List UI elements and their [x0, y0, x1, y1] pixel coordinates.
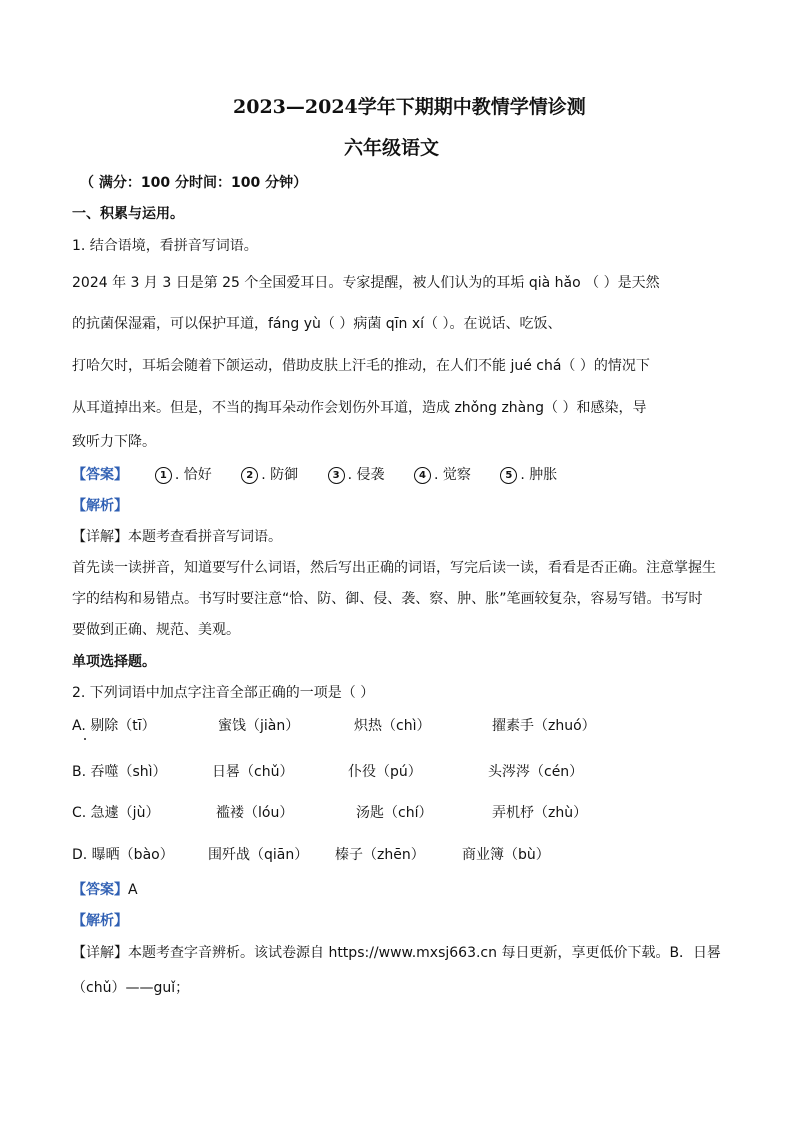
exam-subtitle: 六年级语文	[344, 137, 440, 159]
question-1-stem: 1. 结合语境，看拼音写词语。	[72, 238, 258, 254]
exam-meta: （ 满分：100 分时间：100 分钟）	[80, 175, 308, 191]
option-a-item: A. 剔除（tī）	[72, 718, 156, 734]
option-b-item: 仆役（pú）	[348, 764, 422, 780]
explanation-line: 首先读一读拼音，知道要写什么词语，然后写出正确的词语，写完后读一读，看看是否正确。注意掌握生	[72, 560, 716, 576]
passage-line: 打哈欠时，耳垢会随着下颌运动，借助皮肤上汗毛的推动，在人们不能 jué chá（ ）的情况下	[72, 358, 650, 374]
answer-row-2	[72, 879, 138, 899]
answer-value: A	[128, 882, 138, 898]
detail-line	[72, 526, 282, 546]
passage-line: 致听力下降。	[72, 434, 156, 450]
analysis-label: 【解析】	[72, 498, 128, 514]
detail-text: 本题考查看拼音写词语。	[128, 529, 282, 545]
emphasis-dot	[84, 738, 86, 740]
answer-label: 【答案】	[72, 467, 128, 483]
option-a-item: 炽热（chì）	[354, 718, 431, 734]
option-d-item: 榛子（zhēn）	[335, 847, 425, 863]
option-d-item: D. 曝晒（bào）	[72, 847, 174, 863]
option-d-item: 围歼战（qiān）	[208, 847, 309, 863]
detail-label: 【详解】	[72, 529, 128, 545]
detail-continuation: （chǔ）——guǐ；	[72, 980, 190, 996]
answer-item: 2 . 防御	[241, 464, 298, 484]
answer-item: 4 . 觉察	[414, 464, 471, 484]
exam-title: 2023—2024学年下期期中教情学情诊测	[233, 96, 586, 118]
option-a-item: 蜜饯（jiàn）	[218, 718, 300, 734]
explanation-line: 要做到正确、规范、美观。	[72, 622, 240, 638]
detail-label: 【详解】	[72, 945, 128, 961]
question-2-stem: 2. 下列词语中加点字注音全部正确的一项是（ ）	[72, 685, 375, 701]
explanation-line: 字的结构和易错点。书写时要注意“恰、防、御、侵、袭、察、肿、胀”笔画较复杂，容易写错。书写时	[72, 591, 703, 607]
option-a-item: 擢素手（zhuó）	[492, 718, 596, 734]
passage-line: 从耳道掉出来。但是，不当的掏耳朵动作会划伤外耳道，造成 zhǒng zhàng（ ）和感染，导	[72, 400, 647, 416]
option-b-item: B. 吞噬（shì）	[72, 764, 167, 780]
answer-label: 【答案】	[72, 882, 128, 898]
option-c-item: 汤匙（chí）	[356, 805, 433, 821]
option-c-item: 弄机杼（zhù）	[492, 805, 588, 821]
answer-item: 5 . 肿胀	[500, 464, 557, 484]
option-b-item: 日晷（chǔ）	[212, 764, 294, 780]
answer-row-1	[72, 464, 582, 484]
option-c-item: 褴褛（lóu）	[216, 805, 294, 821]
section-heading-2: 单项选择题。	[72, 654, 156, 670]
passage-line: 的抗菌保湿霜，可以保护耳道，fáng yù（ ）病菌 qīn xí（ ）。在说话、吃饭、	[72, 316, 562, 332]
analysis-label: 【解析】	[72, 913, 128, 929]
option-c-item: C. 急遽（jù）	[72, 805, 160, 821]
answer-item: 3 . 侵袭	[328, 464, 385, 484]
answer-item: 1 . 恰好	[155, 464, 212, 484]
section-heading-1: 一、积累与运用。	[72, 206, 184, 222]
detail-line	[72, 942, 721, 962]
option-d-item: 商业簿（bù）	[462, 847, 550, 863]
passage-line: 2024 年 3 月 3 日是第 25 个全国爱耳日。专家提醒，被人们认为的耳垢 qià hǎo （ ）是天然	[72, 275, 660, 291]
detail-text: 本题考查字音辨析。该试卷源自 https://www.mxsj663.cn 每日更新，享更低价下载。B．日晷	[128, 945, 722, 961]
option-b-item: 头涔涔（cén）	[488, 764, 584, 780]
